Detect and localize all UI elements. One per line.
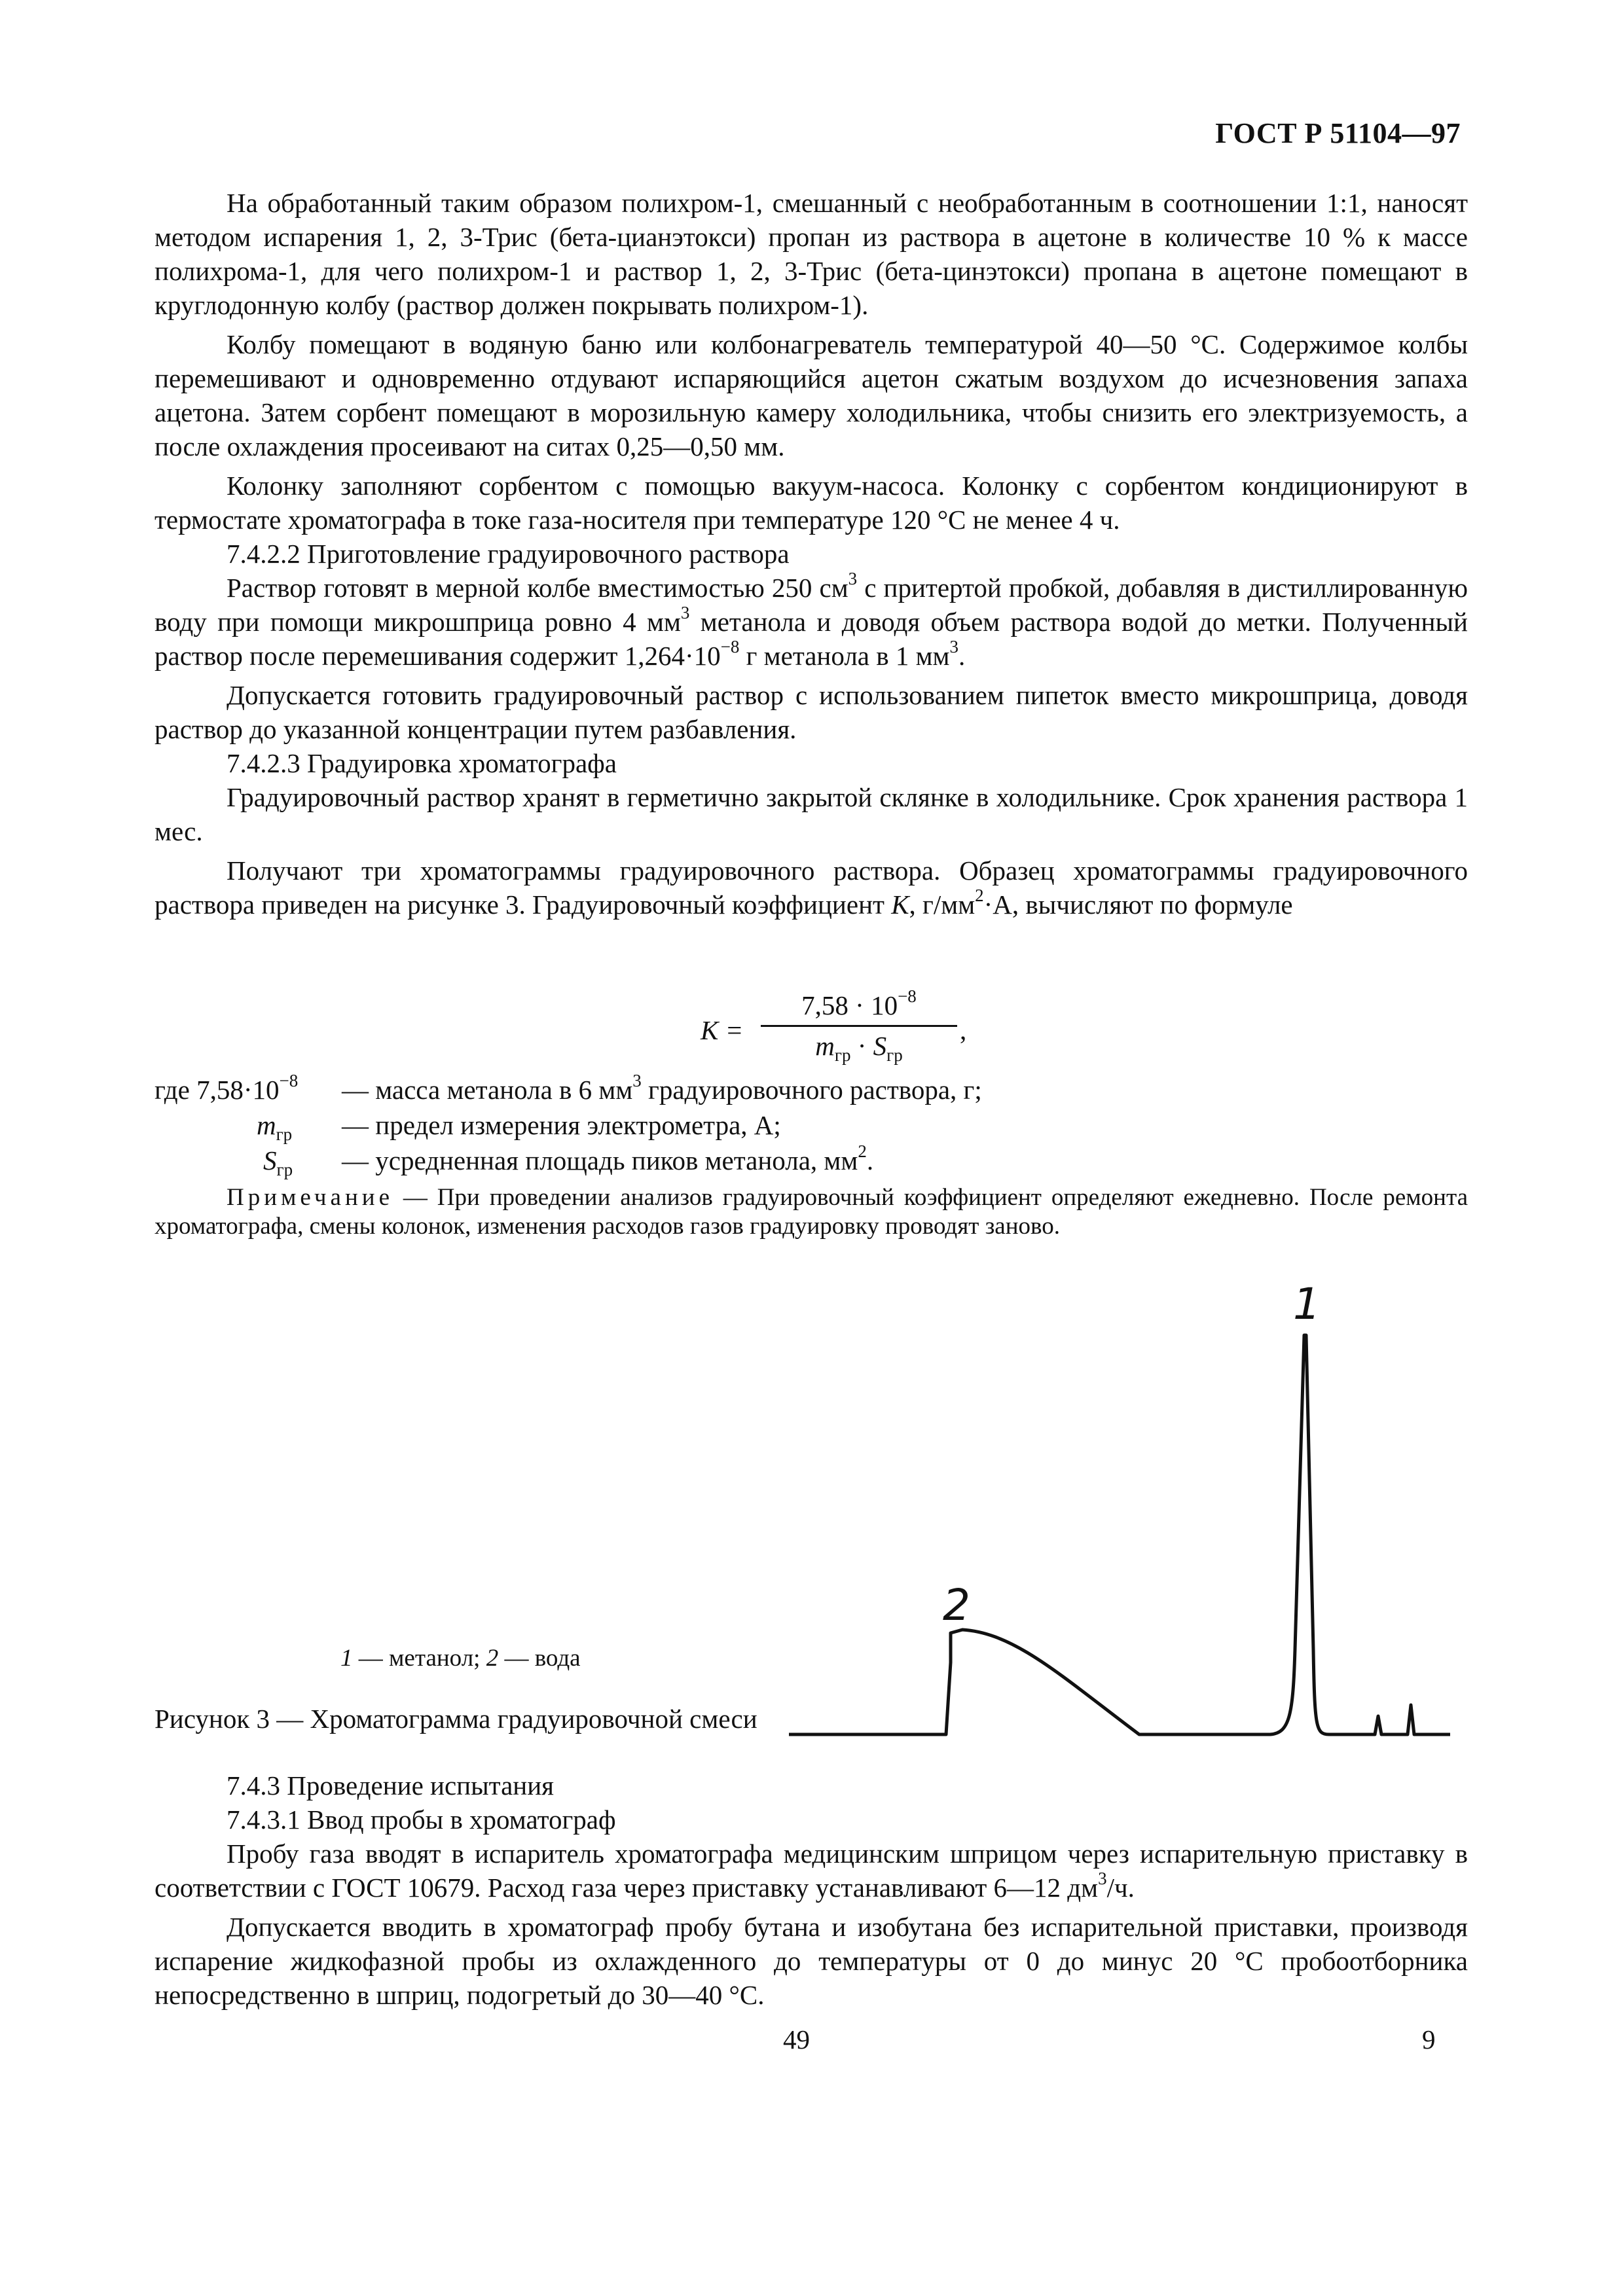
note-label: Примечание	[227, 1184, 393, 1211]
text-span: , г/мм	[909, 889, 976, 920]
paragraph-butane: Допускается вводить в хроматограф пробу бутана и изобутана без испарительной приставки, производя испарение жидкофазной пробы из охлажденного до температуры от 0 до минус 20 °С пробоотборника непосредственно в шприц, подогретый до 30—40 °С.	[155, 1912, 1468, 2010]
text-span: .	[958, 641, 966, 671]
paragraph-storage: Градуировочный раствор хранят в герметично закрытой склянке в холодильнике. Срок хранения раствора 1 мес.	[155, 782, 1468, 846]
formula-lhs	[701, 1014, 743, 1046]
formula-k	[701, 987, 976, 1072]
text-span: /ч.	[1106, 1873, 1135, 1903]
paragraph-flask: Колбу помещают в водяную баню или колбонагреватель температурой 40—50 °С. Содержимое колбы перемешивают и одновременно отдувают испаряющийся ацетон сжатым воздухом до исчезновения запаха ацетона. Затем сорбент помещают в морозильную камеру холодильника, чтобы снизить его электризуемость, а после охлаждения просеивают на ситах 0,25—0,50 мм.	[155, 329, 1468, 461]
figure-caption: Рисунок 3 — Хроматограмма градуировочной смеси	[155, 1704, 757, 1734]
page-number-right: 9	[1422, 2024, 1436, 2054]
text-span: .	[866, 1145, 874, 1175]
text-block-bottom	[155, 1768, 1468, 2012]
peak-label-methanol: 1	[1293, 1283, 1321, 1329]
legend-number: 1	[340, 1645, 353, 1672]
legend-text: — вода	[498, 1645, 581, 1672]
paragraph-pipette: Допускается готовить градуировочный раствор с использованием пипеток вместо микрошприца, доводя раствор до указанной концентрации путем разбавления.	[155, 680, 1468, 744]
text-span: ·	[850, 1031, 873, 1061]
symbol-m: m	[257, 1110, 276, 1140]
paragraph-polychrome: На обработанный таким образом полихром-1, смешанный с необработанным в соотношении 1:1, наносят методом испарения 1, 2, 3-Трис (бета-цианэтокси) пропан из раствора в ацетоне в количестве 10 % к массе полихрома-1, для чего полихром-1 и раствор 1, 2, 3-Трис (бета-цинэтокси) пропана в ацетоне помещают в круглодонную колбу (раствор должен покрывать полихром-1).	[155, 188, 1468, 320]
definition-text	[342, 1072, 982, 1107]
superscript: −8	[898, 986, 917, 1007]
text-span: г метанола в 1 мм	[739, 641, 950, 671]
text-span: Раствор готовят в мерной колбе вместимостью 250 см	[227, 573, 848, 603]
legend-number: 2	[486, 1645, 499, 1672]
subscript: гр	[886, 1045, 903, 1066]
definition-row	[155, 1143, 1468, 1178]
paragraph-calibration-coef	[155, 853, 1468, 922]
symbol-k: K	[891, 889, 909, 920]
text-span: метанола и доводя объем раствора водой до метки. Полученный раствор после перемешивания содержит 1,264·10	[155, 607, 1468, 671]
formula-denominator	[761, 1030, 957, 1066]
definition-symbol	[257, 1107, 292, 1143]
text-span: ·А, вычисляют по формуле	[983, 889, 1293, 920]
chromatogram-trace	[789, 1335, 1450, 1734]
symbol-s: S	[873, 1031, 887, 1061]
definition-text	[342, 1143, 873, 1178]
superscript: 2	[975, 886, 984, 906]
text-span: — масса метанола в 6 мм	[342, 1075, 633, 1105]
paragraph-solution-prep	[155, 571, 1468, 673]
peak-label-water: 2	[943, 1580, 970, 1630]
paragraph-column: Колонку заполняют сорбентом с помощью вакуум-насоса. Колонку с сорбентом кондиционируют в термостате хроматографа в токе газа-носителя при температуре 120 °С не менее 4 ч.	[155, 471, 1468, 535]
heading-7-4-2-3: 7.4.2.3 Градуировка хроматографа	[227, 748, 617, 778]
superscript: 3	[1098, 1869, 1107, 1889]
superscript: −8	[720, 637, 740, 657]
heading-7-4-2-2: 7.4.2.2 Приготовление градуировочного раствора	[227, 539, 790, 569]
paragraph-sample-input	[155, 1837, 1468, 1905]
superscript: 3	[949, 637, 958, 657]
page-number-left: 49	[783, 2024, 810, 2054]
figure-legend	[340, 1644, 581, 1672]
definition-symbol	[263, 1143, 293, 1178]
subscript: гр	[276, 1124, 293, 1145]
document-code: ГОСТ Р 51104—97	[1215, 117, 1461, 149]
text-span: 7,58 · 10	[801, 990, 898, 1020]
superscript: 3	[632, 1071, 642, 1091]
superscript: 3	[848, 569, 858, 589]
legend-text: — метанол;	[352, 1645, 486, 1672]
heading-7-4-3-1: 7.4.3.1 Ввод пробы в хроматограф	[227, 1804, 616, 1835]
text-span: с притертой пробкой, добавляя в дистиллированную воду при помощи микрошприца ровно 4 мм	[155, 573, 1468, 637]
text-span: где 7,58·10	[155, 1075, 280, 1105]
superscript: 3	[680, 603, 690, 623]
chromatogram-figure	[773, 1283, 1467, 1754]
text-span: градуировочного раствора, г;	[641, 1075, 982, 1105]
superscript: 2	[858, 1141, 867, 1162]
text-span: Получают три хроматограммы градуировочного раствора. Образец хроматограммы градуировочного раствора приведен на рисунке 3. Градуировочный коэффициент	[155, 855, 1468, 920]
subscript: гр	[834, 1045, 851, 1066]
text-block-top	[155, 186, 1468, 922]
symbol-m: m	[815, 1031, 835, 1061]
definition-row	[155, 1072, 1468, 1107]
note-text: — При проведении анализов градуировочный коэффициент определяют ежедневно. После ремонта хроматографа, смены колонок, изменения расходов газов градуировку проводят заново.	[155, 1184, 1468, 1240]
fraction-bar	[761, 1025, 957, 1027]
formula-lhs-text: K =	[701, 1015, 744, 1045]
symbol-s: S	[263, 1145, 277, 1175]
formula-comma: ,	[960, 1015, 967, 1045]
subscript: гр	[276, 1160, 293, 1180]
note	[155, 1183, 1468, 1241]
heading-7-4-3: 7.4.3 Проведение испытания	[227, 1770, 555, 1801]
definition-row	[155, 1107, 1468, 1143]
formula-definitions	[155, 1072, 1468, 1178]
definition-symbol	[155, 1072, 298, 1107]
text-span: — усредненная площадь пиков метанола, мм	[342, 1145, 858, 1175]
definition-text: — предел измерения электрометра, А;	[342, 1110, 781, 1140]
formula-numerator	[761, 986, 957, 1021]
superscript: −8	[279, 1071, 299, 1091]
text-span: Пробу газа вводят в испаритель хроматографа медицинским шприцом через испарительную приставку в соответствии с ГОСТ 10679. Расход газа через приставку устанавливают 6—12 дм	[155, 1839, 1468, 1903]
